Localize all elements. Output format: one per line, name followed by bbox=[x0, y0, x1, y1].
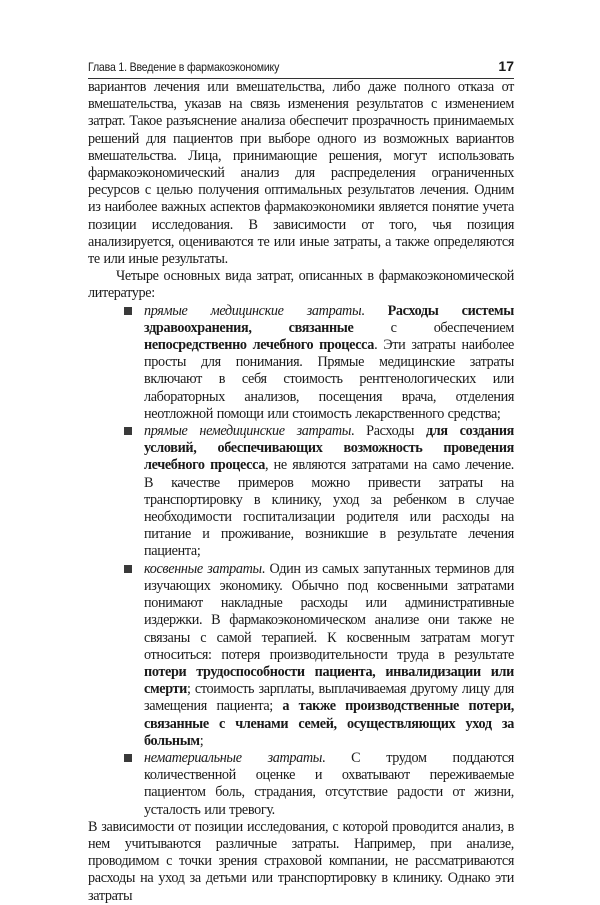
square-bullet-icon bbox=[124, 565, 132, 573]
text-segment: . bbox=[361, 302, 388, 319]
running-header bbox=[88, 58, 514, 78]
text-segment: косвенные затраты bbox=[144, 560, 262, 577]
text-segment: потери трудоспособности пациента, инвалидизации или смерти bbox=[144, 663, 514, 698]
text-segment: с обеспечением bbox=[353, 319, 514, 336]
page-number: 17 bbox=[498, 58, 514, 74]
text-segment: ; стоимость зарплаты, выплачиваемая другому лицу для замещения пациента; bbox=[144, 681, 514, 715]
text-segment: непосредственно лечебного процесса bbox=[144, 337, 375, 354]
text-segment: нематериальные затраты bbox=[144, 749, 323, 766]
intro-paragraph: вариантов лечения или вмешательства, либо даже полного отказа от вмешательства, указав на связь изменения результатов с изменением затрат. Такое разъяснение анализа обеспечит прозрачность принимаемых решений для пациентов при выборе одного из возможных вариантов вмешательства. Лица, принимающие решения, могут использовать фармакоэкономический анализ для распределения ограниченных ресурсов с целью получения оптимальных результатов лечения. Одним из наиболее важных аспектов фармакоэкономики является понятие учета позиции исследования. В зависимости от того, чья позиция анализируется, оцениваются те или иные затраты, а также определяются те или иные результаты. bbox=[88, 79, 514, 268]
text-segment: ; bbox=[199, 732, 204, 749]
list-item-text bbox=[144, 303, 514, 422]
square-bullet-icon bbox=[124, 307, 132, 315]
list-intro-paragraph: Четыре основных вида затрат, описанных в фармакоэкономической литературе: bbox=[88, 268, 514, 302]
square-bullet-icon bbox=[124, 754, 132, 762]
list-item bbox=[118, 303, 514, 423]
text-segment: Расходы системы здравоохранения, связанные bbox=[144, 302, 514, 336]
text-segment: . Один из самых запутанных терминов для изучающих экономику. Обычно под косвенными затратами понимают накладные расходы или административные издержки. В фармакоэкономическом анализе они также не связаны с самой терапией. К косвенным затратам могут относиться: потеря производительности труда в результате bbox=[144, 560, 514, 663]
text-segment: . Эти затраты наиболее просты для понимания. Прямые медицинские затраты включают в себя стоимость рентгенологических или лабораторных анализов, посещения врача, отделения неотложной помощи или стоимость лекарственного средства; bbox=[144, 337, 514, 422]
list-item-text bbox=[144, 423, 514, 559]
text-segment: прямые медицинские затраты bbox=[144, 302, 362, 319]
square-bullet-icon bbox=[124, 427, 132, 435]
list-item bbox=[118, 423, 514, 561]
text-segment: . С трудом поддаются количественной оценке и охватывают переживаемые пациентом боль, страдания, отсутствие радости от жизни, усталость или тревогу. bbox=[144, 749, 514, 818]
chapter-title: Глава 1. Введение в фармакоэкономику bbox=[88, 60, 280, 74]
list-item bbox=[118, 750, 514, 819]
list-item-text bbox=[144, 750, 514, 818]
text-segment: прямые немедицинские затраты bbox=[144, 423, 352, 440]
text-segment: для создания условий, обеспечивающих возможность проведения лечебного процесса bbox=[144, 423, 514, 474]
closing-paragraph: В зависимости от позиции исследования, с которой проводится анализ, в нем учитываются различные затраты. Например, при анализе, проводимом с точки зрения страховой компании, не рассматриваются расходы на уход за детьми или транспортировку в клинику. Однако эти затраты bbox=[88, 818, 514, 904]
body-text bbox=[88, 79, 515, 905]
text-segment: . Расходы bbox=[351, 423, 426, 440]
text-segment: , не являются затратами на само лечение. В качестве примеров можно привести затраты на транспортировку в клинику, уход за ребенком в случае необходимости госпитализации родителя или расходы на питание и проживание, возникшие в результате лечения пациента; bbox=[144, 457, 514, 560]
list-item-text bbox=[144, 561, 514, 749]
cost-types-list bbox=[118, 303, 514, 819]
list-item bbox=[118, 561, 514, 750]
text-segment: а также производственные потери, связанные с членами семей, осуществляющих уход за больным bbox=[144, 698, 515, 749]
